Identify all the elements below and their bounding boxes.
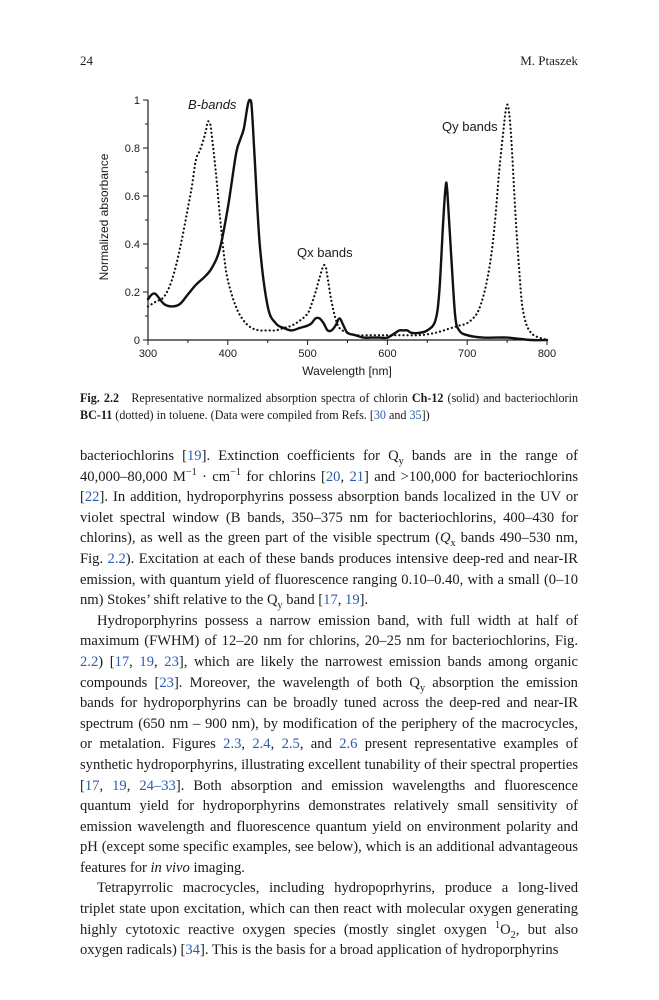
- citation-link[interactable]: 19: [186, 448, 202, 464]
- citation-link[interactable]: 17: [323, 592, 338, 609]
- superscript: 1: [495, 919, 501, 931]
- text: bacteriochlorins [: [80, 448, 187, 464]
- y-axis-label: Normalized absorbance: [97, 153, 111, 281]
- caption-text: (dotted) in toluene. (Data were compiled from Refs. [: [112, 408, 374, 422]
- running-head: M. Ptaszek: [520, 53, 578, 68]
- citation-link[interactable]: 30: [373, 408, 386, 422]
- text: · cm: [196, 468, 231, 485]
- text: ,: [270, 736, 282, 753]
- text: ,: [337, 592, 346, 609]
- text: ], which are likely the narrowest emission bands among organic compounds [: [80, 653, 578, 691]
- text: imaging.: [189, 859, 245, 876]
- text: bands 490–530 nm, Fig.: [80, 530, 578, 567]
- text: ].: [359, 592, 369, 609]
- y-tick-label: 0: [133, 335, 140, 347]
- citation-link[interactable]: 34: [185, 942, 200, 959]
- text: Hydroporphyrins possess a narrow emission band, with full width at half of maximum (FWHM) of 12–20 nm for chlorins, 20–25 nm for bacteriochlorins, Fig.: [80, 612, 578, 650]
- paragraph-3: [80, 878, 578, 960]
- text: ,: [241, 736, 253, 753]
- x-tick-label: 300: [138, 348, 158, 360]
- citation-link[interactable]: 23: [159, 674, 174, 691]
- page-header: [80, 53, 578, 71]
- text: ]. Extinction coefficients for Q: [201, 448, 399, 464]
- text: ] and >100,000 for bacteriochlorins [: [80, 468, 578, 506]
- citation-link[interactable]: 19: [345, 592, 360, 609]
- x-tick-label: 600: [378, 348, 397, 360]
- figure-caption: [80, 390, 578, 424]
- text: for chlorins [: [240, 468, 326, 485]
- subscript: x: [450, 538, 456, 550]
- figure-link[interactable]: 2.2: [107, 550, 126, 567]
- subscript: y: [398, 455, 404, 467]
- paragraph-1: [80, 446, 578, 611]
- text: ]. This is the basis for a broad application of hydroporphyrins: [199, 942, 559, 959]
- text: ,: [340, 468, 350, 485]
- figure-link[interactable]: 2.4: [252, 736, 271, 753]
- y-tick-label: 0.8: [124, 143, 140, 155]
- text: Tetrapyrrolic macrocycles, including hydropoprhyrins, produce a long-lived triplet state upon excitation, which can then react with molecular oxygen generating highly cytotoxic reactive oxygen species (mostly singlet oxygen: [80, 880, 578, 938]
- x-tick-label: 700: [458, 348, 477, 360]
- citation-link[interactable]: 23: [164, 653, 179, 670]
- chart-axes: [148, 100, 547, 340]
- x-tick-label: 500: [298, 348, 317, 360]
- annotation-qx-bands: Qx bands: [297, 245, 353, 260]
- y-tick-label: 0.4: [124, 239, 140, 251]
- text: ]. Moreover, the wavelength of both Q: [173, 674, 420, 691]
- citation-link[interactable]: 19: [139, 653, 155, 670]
- figure-link[interactable]: 2.3: [223, 736, 242, 753]
- text: Q: [439, 530, 451, 547]
- italic-text: in vivo: [150, 859, 190, 876]
- figure-link[interactable]: 2.6: [339, 736, 358, 753]
- text: ]. Both absorption and emission wavelengths and fluorescence quantum yield for hydroporphyrins demonstrates relatively small sensitivity of emission wavelength and fluorescence quantum yield on environment polarity and pH (except some specific examples, see below), which is an additional advantageous features for: [80, 777, 578, 876]
- superscript: −1: [230, 466, 241, 478]
- caption-label: Fig. 2.2: [80, 391, 120, 405]
- superscript: −1: [185, 466, 197, 478]
- series-line-solid: [148, 100, 547, 340]
- text: , but also oxygen radicals) [: [80, 921, 578, 959]
- caption-text: Representative normalized absorption spectra of chlorin: [131, 391, 412, 405]
- text: ,: [126, 777, 140, 794]
- x-tick-label: 800: [537, 348, 557, 360]
- x-axis-label: Wavelength [nm]: [302, 364, 392, 378]
- subscript: y: [277, 600, 283, 612]
- text: O: [500, 921, 511, 938]
- text: absorption the emission bands for hydroporphyrins can be broadly tuned across the deep-red and near-IR spectrum (650 nm – 900 nm), by modification of the periphery of the macrocycles, or metalation. Figures: [80, 674, 578, 753]
- text: ). Excitation at each of these bands produces intensive deep-red and near-IR emission, with quantum yield of fluorescence ranging 0.10–0.40, with a small (0–10 nm) Stokes’ shift relative to the Q: [80, 550, 579, 609]
- y-tick-label: 1: [133, 95, 140, 107]
- text: ,: [129, 653, 140, 670]
- citation-link[interactable]: 21: [349, 468, 365, 485]
- subscript: y: [419, 682, 426, 694]
- figure-link[interactable]: 2.2: [80, 653, 99, 670]
- citation-link[interactable]: 20: [325, 468, 341, 485]
- annotation-b-bands: B-bands: [188, 97, 237, 112]
- annotation-qy-bands: Qy bands: [442, 119, 498, 134]
- citation-link[interactable]: 24–33: [139, 777, 176, 794]
- chart-series: [148, 100, 547, 340]
- body-text: [80, 446, 578, 961]
- text: , and: [299, 736, 340, 753]
- x-tick-label: 400: [218, 348, 237, 360]
- text: bands are in the range of 40,000–80,000 M: [80, 448, 578, 485]
- page-number: 24: [80, 53, 93, 68]
- caption-text: ]): [421, 408, 430, 422]
- absorption-spectra-figure: [80, 85, 580, 385]
- subscript: 2: [510, 929, 516, 941]
- text: ]. In addition, hydroporphyrins possess absorption bands localized in the UV or violet spectral window (B bands, 350–375 nm for bacteriochlorins, 400–430 for chlorins), as well as the green part of the visible spectrum (: [80, 489, 578, 547]
- compound-ch12: Ch-12: [411, 391, 444, 405]
- text: ) [: [98, 653, 115, 670]
- text: band [: [282, 592, 324, 609]
- compound-bc11: BC-11: [80, 408, 113, 422]
- citation-link[interactable]: 35: [409, 408, 422, 422]
- y-tick-label: 0.2: [124, 287, 140, 299]
- figure-link[interactable]: 2.5: [281, 736, 300, 753]
- citation-link[interactable]: 17: [114, 653, 130, 670]
- paragraph-2: [80, 611, 578, 879]
- citation-link[interactable]: 17: [84, 777, 100, 794]
- caption-text: (solid) and bacteriochlorin: [443, 391, 578, 405]
- citation-link[interactable]: 22: [84, 489, 100, 506]
- text: ,: [154, 653, 165, 670]
- y-tick-label: 0.6: [124, 191, 140, 203]
- text: present representative examples of synthetic hydroporphyrins, illustrating excellent tunability of their spectral properties [: [80, 736, 578, 794]
- text: ,: [99, 777, 113, 794]
- citation-link[interactable]: 19: [112, 777, 127, 794]
- caption-text: and: [385, 408, 410, 422]
- series-line-dotted: [148, 105, 547, 340]
